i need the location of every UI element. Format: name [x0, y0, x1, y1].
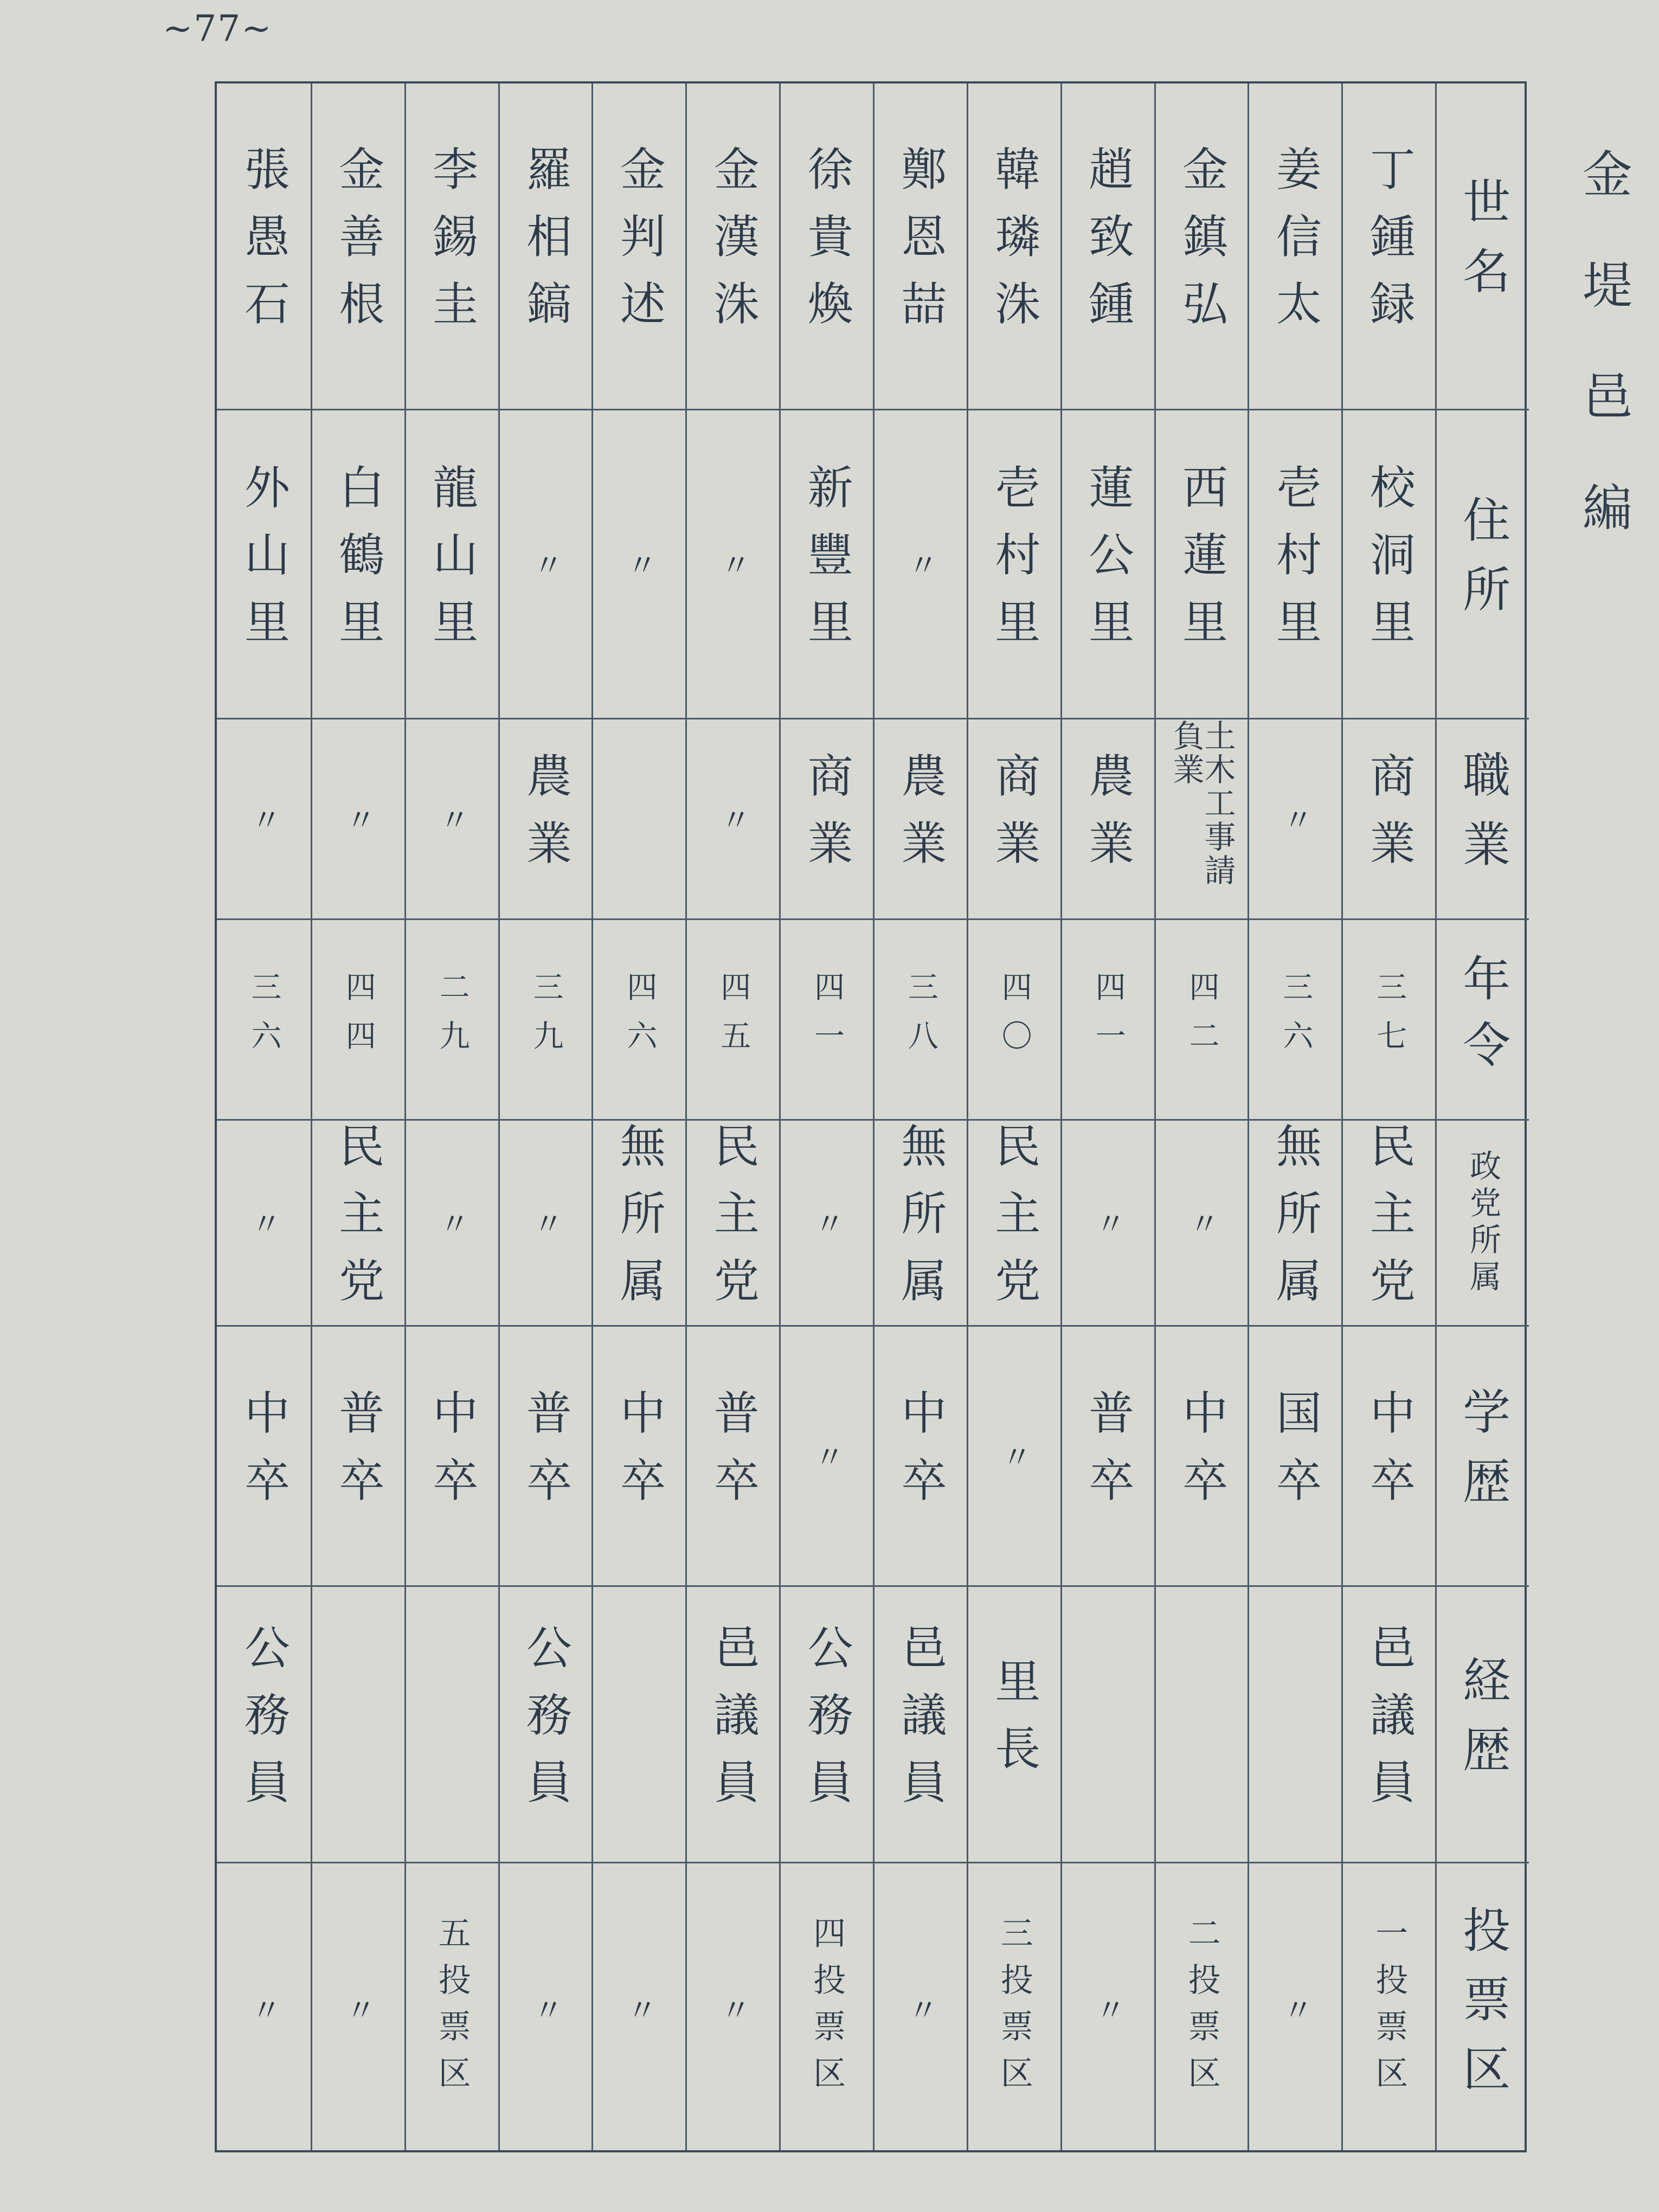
cell-occupation-text: 〃	[340, 803, 376, 834]
table-cell-career	[312, 1585, 404, 1862]
table-cell-address	[968, 409, 1060, 718]
table-cell-occupation	[217, 718, 311, 918]
header-career-text: 経歴	[1455, 1655, 1512, 1794]
cell-district-text: 〃	[246, 1994, 282, 2024]
cell-address-text: 西蓮里	[1175, 463, 1229, 665]
cell-age-text: 三九	[528, 970, 564, 1069]
cell-party-text: 民主党	[331, 1122, 385, 1324]
cell-occupation-text: 土木工事請負業	[1167, 719, 1236, 888]
section-title: 金堤邑編	[1582, 146, 1632, 537]
cell-education-text: 〃	[809, 1441, 845, 1471]
cell-district-text: 二投票区	[1182, 1915, 1221, 2102]
header-party-text: 政党所属	[1464, 1149, 1502, 1297]
table-cell-occupation	[500, 718, 592, 918]
cell-district-text: 〃	[1090, 1994, 1126, 2024]
cell-age-text: 三八	[903, 970, 938, 1069]
table-cell-education	[1062, 1325, 1154, 1585]
table-cell-name	[781, 83, 873, 409]
table-cell-district	[406, 1862, 498, 2155]
table-cell-occupation	[687, 718, 779, 918]
table-row	[779, 83, 873, 2150]
cell-party-text: 民主党	[987, 1122, 1041, 1324]
header-cell-education	[1437, 1325, 1529, 1585]
candidate-table	[215, 81, 1527, 2152]
cell-education-text: 普卒	[519, 1388, 573, 1523]
table-cell-education	[500, 1325, 592, 1585]
cell-party-text: 〃	[528, 1207, 564, 1238]
header-education-text: 学歴	[1455, 1386, 1512, 1526]
table-cell-occupation	[406, 718, 498, 918]
page-number: ~77~	[163, 8, 273, 49]
cell-occupation-text: 農業	[1081, 751, 1135, 886]
table-cell-party	[1249, 1119, 1341, 1325]
cell-education-text: 中卒	[425, 1388, 479, 1523]
cell-occupation-text: 商業	[1362, 751, 1416, 886]
table-cell-occupation	[593, 718, 685, 918]
table-cell-age	[500, 918, 592, 1119]
table-cell-address	[1249, 409, 1341, 718]
cell-occupation-text: 〃	[246, 803, 282, 834]
cell-education-text: 中卒	[893, 1388, 947, 1523]
cell-party-text: 民主党	[706, 1122, 760, 1324]
table-cell-career	[1343, 1585, 1435, 1862]
table-cell-education	[687, 1325, 779, 1585]
table-cell-career	[406, 1585, 498, 1862]
table-row	[873, 83, 967, 2150]
table-cell-education	[1249, 1325, 1341, 1585]
table-cell-address	[1343, 409, 1435, 718]
table-cell-party	[687, 1119, 779, 1325]
cell-district-text: 〃	[528, 1994, 564, 2024]
table-cell-district	[1062, 1862, 1154, 2155]
cell-party-text: 無所属	[613, 1122, 666, 1324]
table-row	[967, 83, 1060, 2150]
header-address-text: 住所	[1455, 494, 1512, 634]
cell-occupation-text: 農業	[893, 751, 947, 886]
table-cell-district	[874, 1862, 967, 2155]
table-cell-district	[1156, 1862, 1248, 2155]
table-cell-district	[500, 1862, 592, 2155]
table-row	[1248, 83, 1341, 2150]
cell-name-text: 韓璘洙	[987, 145, 1041, 347]
cell-age-text: 二九	[434, 970, 470, 1069]
cell-address-text: 〃	[622, 549, 658, 580]
cell-age-text: 四一	[1090, 970, 1126, 1069]
cell-address-text: 白鶴里	[331, 463, 385, 665]
table-cell-name	[874, 83, 967, 409]
cell-name-text: 金漢洙	[706, 145, 760, 347]
cell-occupation-text: 〃	[716, 803, 751, 834]
cell-education-text: 普卒	[706, 1388, 760, 1523]
cell-address-text: 〃	[903, 549, 938, 580]
cell-occupation-text: 〃	[434, 803, 470, 834]
table-cell-name	[406, 83, 498, 409]
cell-education-text: 国卒	[1269, 1388, 1322, 1523]
table-cell-address	[1156, 409, 1248, 718]
cell-party-text: 〃	[434, 1207, 470, 1238]
table-row	[404, 83, 498, 2150]
cell-name-text: 金鎮弘	[1175, 145, 1229, 347]
cell-career-text: 公務員	[237, 1623, 291, 1825]
cell-district-text: 〃	[1278, 1994, 1314, 2024]
cell-name-text: 金善根	[331, 145, 385, 347]
table-cell-party	[500, 1119, 592, 1325]
header-age-text: 年令	[1455, 953, 1512, 1086]
table-cell-party	[1156, 1119, 1248, 1325]
table-cell-party	[968, 1119, 1060, 1325]
cell-district-text: 〃	[903, 1994, 938, 2024]
table-cell-age	[1249, 918, 1341, 1119]
cell-age-text: 四二	[1184, 970, 1220, 1069]
table-cell-career	[781, 1585, 873, 1862]
table-cell-age	[312, 918, 404, 1119]
table-cell-career	[1062, 1585, 1154, 1862]
table-cell-age	[1062, 918, 1154, 1119]
cell-address-text: 龍山里	[425, 463, 479, 665]
table-cell-age	[593, 918, 685, 1119]
cell-district-text: 五投票区	[433, 1915, 471, 2102]
table-cell-career	[500, 1585, 592, 1862]
table-cell-education	[1156, 1325, 1248, 1585]
header-cell-age	[1437, 918, 1529, 1119]
cell-occupation-text: 商業	[800, 751, 854, 886]
table-cell-education	[217, 1325, 311, 1585]
table-row	[217, 83, 311, 2150]
cell-district-text: 一投票区	[1370, 1915, 1409, 2102]
table-cell-name	[500, 83, 592, 409]
table-cell-name	[1062, 83, 1154, 409]
table-cell-name	[593, 83, 685, 409]
table-cell-occupation	[312, 718, 404, 918]
table-row	[311, 83, 404, 2150]
table-cell-education	[406, 1325, 498, 1585]
cell-name-text: 趙致鍾	[1081, 145, 1135, 347]
table-cell-district	[312, 1862, 404, 2155]
header-cell-occupation	[1437, 718, 1529, 918]
table-cell-age	[1343, 918, 1435, 1119]
table-cell-name	[1249, 83, 1341, 409]
table-cell-age	[874, 918, 967, 1119]
table-cell-career	[217, 1585, 311, 1862]
table-cell-career	[687, 1585, 779, 1862]
table-cell-address	[874, 409, 967, 718]
table-cell-party	[874, 1119, 967, 1325]
cell-name-text: 李錫圭	[425, 145, 479, 347]
cell-party-text: 民主党	[1362, 1122, 1416, 1324]
table-cell-name	[312, 83, 404, 409]
table-cell-party	[1343, 1119, 1435, 1325]
header-cell-address	[1437, 409, 1529, 718]
cell-education-text: 中卒	[613, 1388, 666, 1523]
table-row	[1341, 83, 1435, 2150]
cell-career-text: 里長	[987, 1657, 1041, 1792]
table-cell-name	[1156, 83, 1248, 409]
table-cell-address	[312, 409, 404, 718]
cell-address-text: 壱村里	[987, 463, 1041, 665]
cell-occupation-text: 農業	[519, 751, 573, 886]
table-cell-party	[406, 1119, 498, 1325]
table-cell-address	[781, 409, 873, 718]
cell-age-text: 四五	[716, 970, 751, 1069]
cell-age-text: 四〇	[996, 970, 1032, 1069]
cell-career-text: 公務員	[800, 1623, 854, 1825]
cell-career-text: 邑議員	[1362, 1623, 1416, 1825]
cell-age-text: 四六	[622, 970, 658, 1069]
table-cell-education	[312, 1325, 404, 1585]
header-district-text: 投票区	[1455, 1905, 1512, 2113]
table-cell-age	[968, 918, 1060, 1119]
table-cell-occupation	[1343, 718, 1435, 918]
table-cell-age	[781, 918, 873, 1119]
cell-address-text: 壱村里	[1269, 463, 1322, 665]
table-cell-district	[781, 1862, 873, 2155]
table-cell-name	[217, 83, 311, 409]
cell-name-text: 徐貴煥	[800, 145, 854, 347]
header-column	[1435, 83, 1529, 2150]
table-row	[685, 83, 779, 2150]
table-cell-district	[593, 1862, 685, 2155]
cell-address-text: 〃	[528, 549, 564, 580]
cell-education-text: 中卒	[1175, 1388, 1229, 1523]
table-cell-education	[1343, 1325, 1435, 1585]
cell-name-text: 金判述	[613, 145, 666, 347]
table-cell-education	[781, 1325, 873, 1585]
table-cell-occupation	[781, 718, 873, 918]
table-cell-district	[687, 1862, 779, 2155]
table-cell-career	[1156, 1585, 1248, 1862]
cell-education-text: 〃	[996, 1441, 1032, 1471]
cell-district-text: 〃	[622, 1994, 658, 2024]
table-row	[1154, 83, 1248, 2150]
table-cell-occupation	[1062, 718, 1154, 918]
cell-address-text: 外山里	[237, 463, 291, 665]
table-cell-district	[968, 1862, 1060, 2155]
cell-name-text: 丁鍾録	[1362, 145, 1416, 347]
cell-address-text: 校洞里	[1362, 463, 1416, 665]
table-cell-education	[593, 1325, 685, 1585]
cell-name-text: 姜信太	[1269, 145, 1322, 347]
cell-name-text: 羅相鎬	[519, 145, 573, 347]
table-cell-occupation	[968, 718, 1060, 918]
table-cell-party	[217, 1119, 311, 1325]
table-cell-party	[781, 1119, 873, 1325]
table-cell-party	[593, 1119, 685, 1325]
cell-career-text: 公務員	[519, 1623, 573, 1825]
cell-party-text: 〃	[246, 1207, 282, 1238]
table-cell-district	[1343, 1862, 1435, 2155]
table-cell-address	[593, 409, 685, 718]
cell-district-text: 三投票区	[995, 1915, 1033, 2102]
cell-age-text: 三六	[1278, 970, 1314, 1069]
table-cell-career	[874, 1585, 967, 1862]
table-cell-age	[687, 918, 779, 1119]
cell-education-text: 中卒	[237, 1388, 291, 1523]
table-cell-occupation	[1249, 718, 1341, 918]
cell-party-text: 〃	[1090, 1207, 1126, 1238]
cell-party-text: 〃	[809, 1207, 845, 1238]
table-row	[1060, 83, 1154, 2150]
cell-district-text: 〃	[716, 1994, 751, 2024]
cell-address-text: 〃	[716, 549, 751, 580]
header-cell-party	[1437, 1119, 1529, 1325]
cell-education-text: 普卒	[1081, 1388, 1135, 1523]
table-cell-address	[217, 409, 311, 718]
cell-education-text: 中卒	[1362, 1388, 1416, 1523]
table-cell-party	[312, 1119, 404, 1325]
table-cell-address	[500, 409, 592, 718]
table-row	[591, 83, 685, 2150]
header-cell-district	[1437, 1862, 1529, 2155]
cell-age-text: 三七	[1372, 970, 1407, 1069]
table-cell-address	[406, 409, 498, 718]
table-row	[498, 83, 592, 2150]
table-cell-occupation	[1156, 718, 1248, 918]
cell-district-text: 四投票区	[808, 1915, 846, 2102]
table-cell-address	[1062, 409, 1154, 718]
table-cell-name	[968, 83, 1060, 409]
table-cell-name	[1343, 83, 1435, 409]
cell-address-text: 蓮公里	[1081, 463, 1135, 665]
table-cell-occupation	[874, 718, 967, 918]
cell-party-text: 〃	[1184, 1207, 1220, 1238]
cell-address-text: 新豐里	[800, 463, 854, 665]
cell-district-text: 〃	[340, 1994, 376, 2024]
table-cell-district	[217, 1862, 311, 2155]
table-cell-name	[687, 83, 779, 409]
table-cell-education	[968, 1325, 1060, 1585]
cell-age-text: 三六	[246, 970, 282, 1069]
table-cell-age	[406, 918, 498, 1119]
table-cell-district	[1249, 1862, 1341, 2155]
cell-age-text: 四一	[809, 970, 845, 1069]
table-cell-age	[217, 918, 311, 1119]
cell-age-text: 四四	[340, 970, 376, 1069]
table-cell-education	[874, 1325, 967, 1585]
cell-name-text: 鄭恩喆	[893, 145, 947, 347]
header-name-text: 世名	[1455, 177, 1512, 316]
header-cell-name	[1437, 83, 1529, 409]
table-cell-age	[1156, 918, 1248, 1119]
table-cell-party	[1062, 1119, 1154, 1325]
table-cell-career	[1249, 1585, 1341, 1862]
cell-occupation-text: 商業	[987, 751, 1041, 886]
cell-career-text: 邑議員	[706, 1623, 760, 1825]
cell-education-text: 普卒	[331, 1388, 385, 1523]
cell-party-text: 無所属	[893, 1122, 947, 1324]
header-cell-career	[1437, 1585, 1529, 1862]
cell-party-text: 無所属	[1269, 1122, 1322, 1324]
cell-name-text: 張愚石	[237, 145, 291, 347]
table-cell-career	[593, 1585, 685, 1862]
cell-career-text: 邑議員	[893, 1623, 947, 1825]
header-occupation-text: 職業	[1455, 749, 1512, 889]
cell-occupation-text: 〃	[1278, 803, 1314, 834]
table-cell-address	[687, 409, 779, 718]
table-cell-career	[968, 1585, 1060, 1862]
